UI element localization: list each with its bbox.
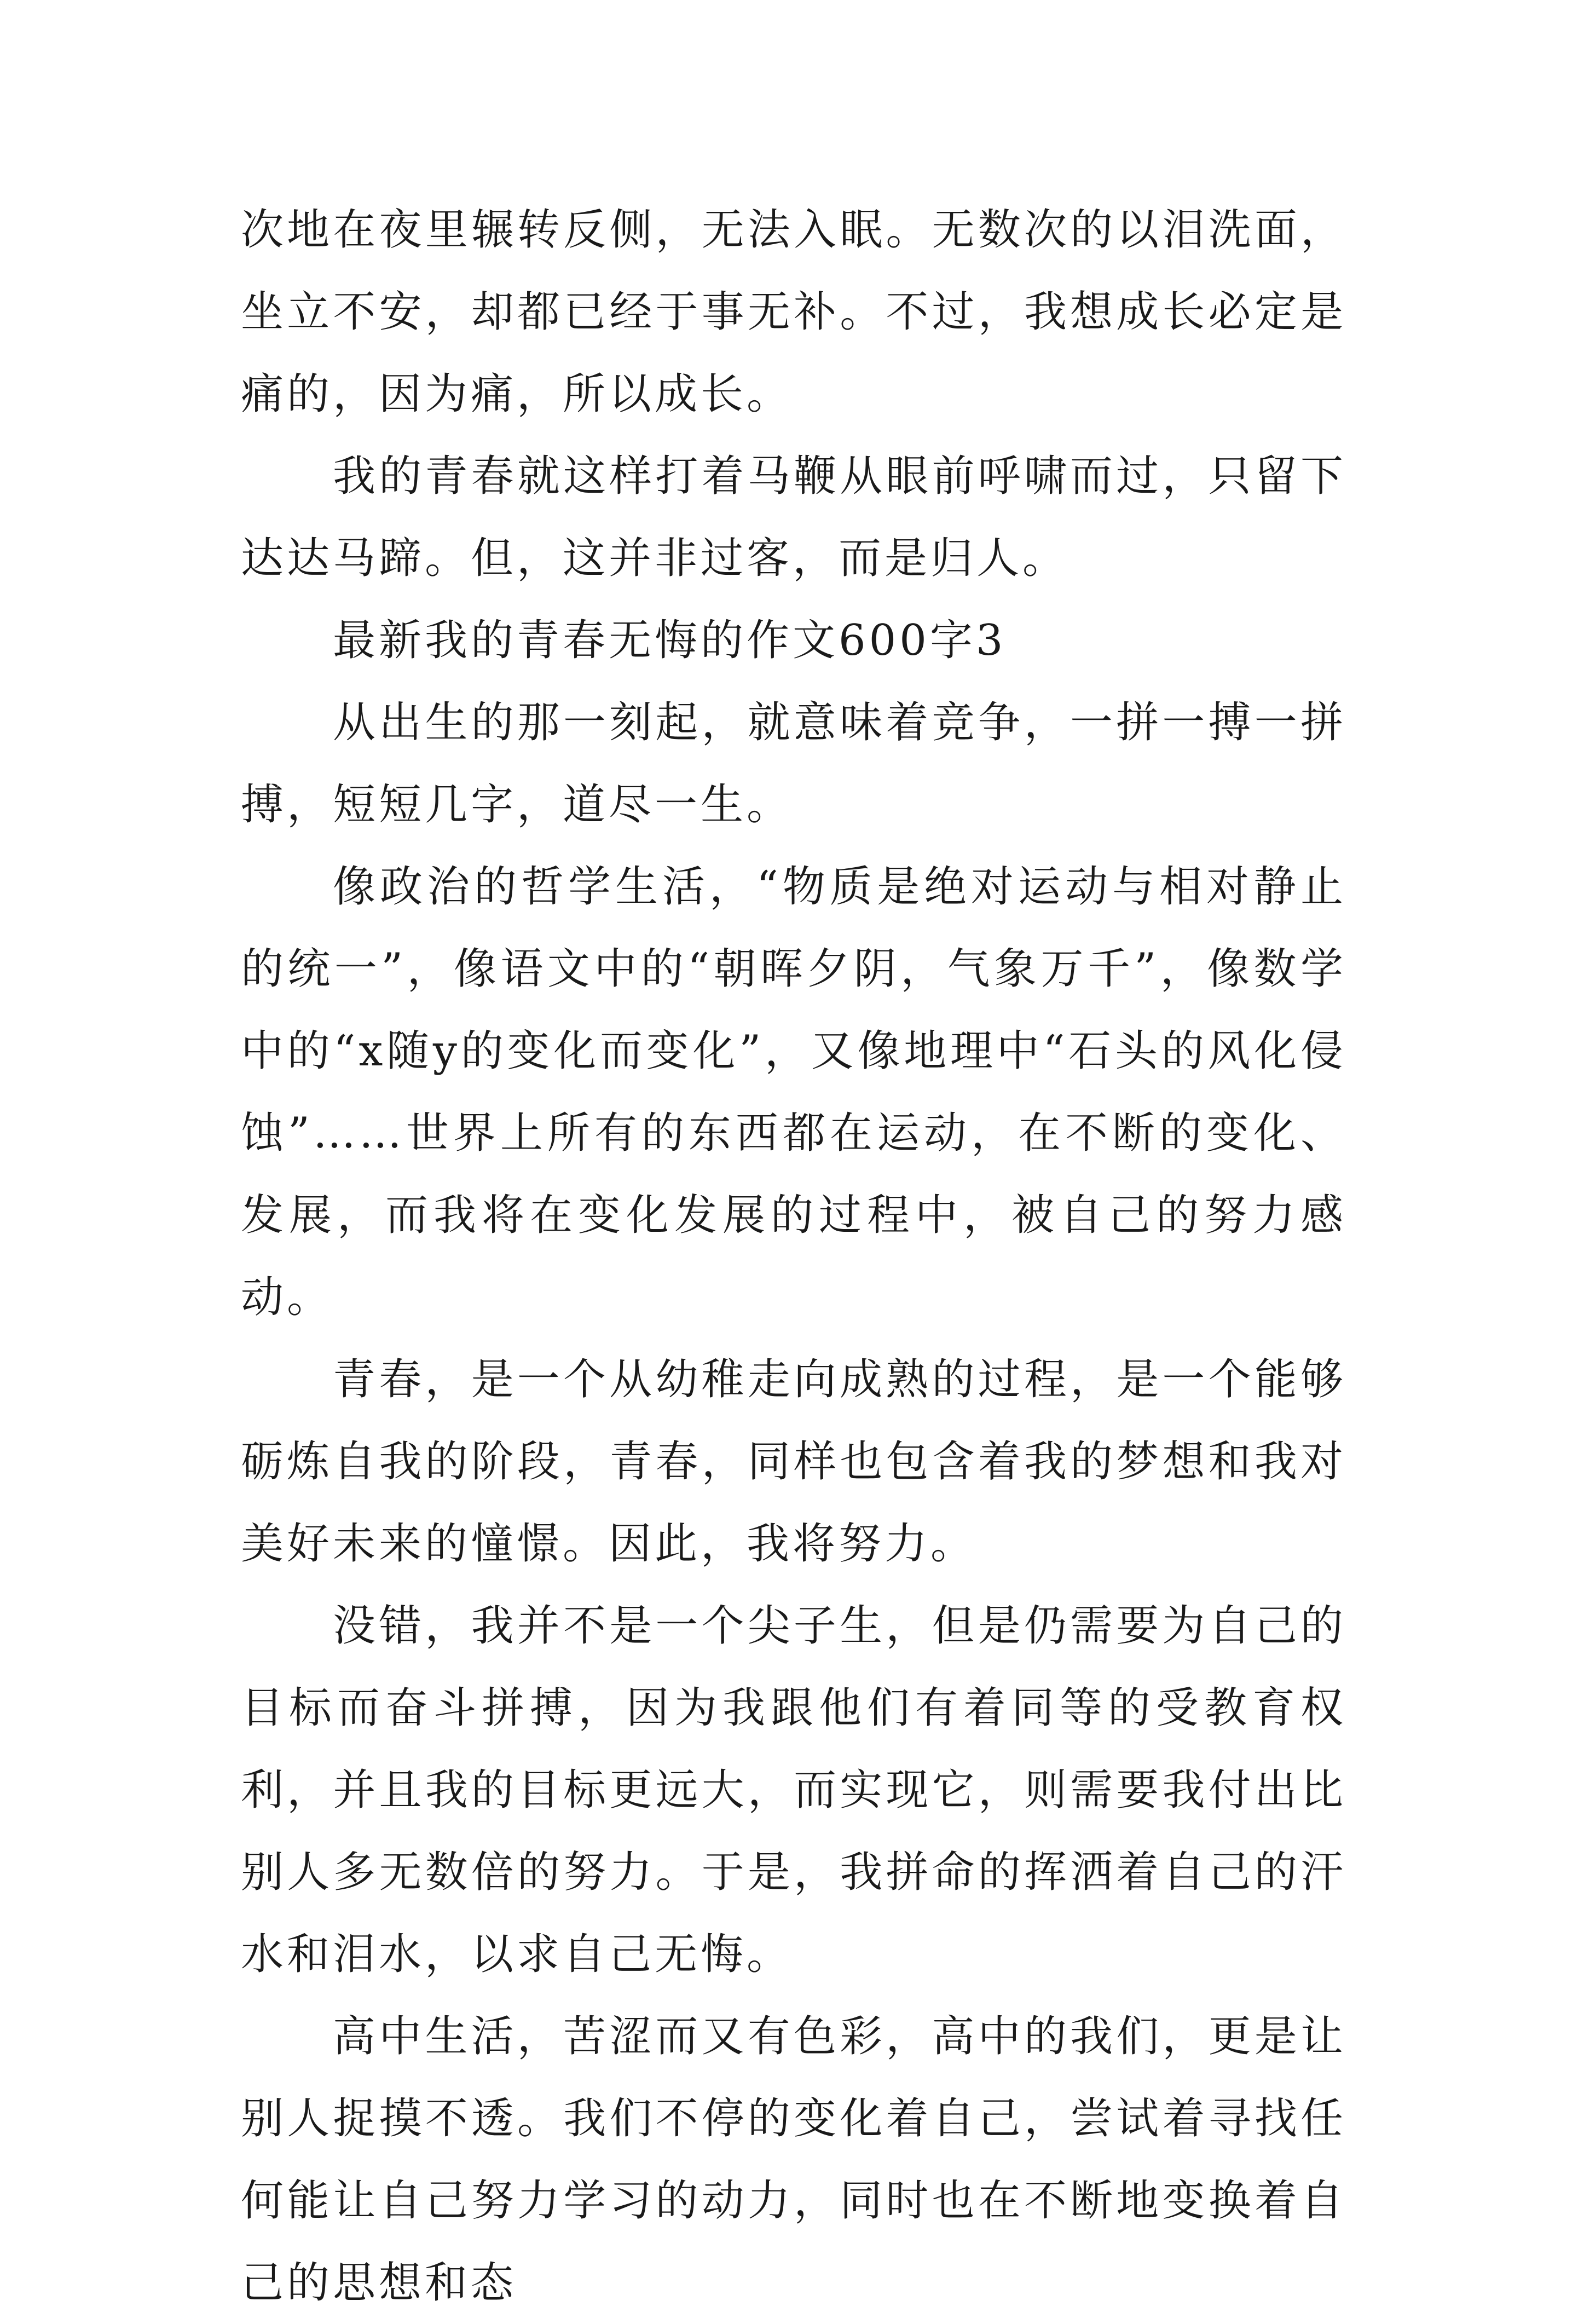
paragraph: 青春，是一个从幼稚走向成熟的过程，是一个能够砺炼自我的阶段，青春，同样也包含着我的梦想和我对美好未来的憧憬。因此，我将努力。 [241, 1355, 1346, 1568]
paragraph: 像政治的哲学生活，“物质是绝对运动与相对静止的统一”，像语文中的“朝晖夕阴，气象万千”，像数学中的“x随y的变化而变化”，又像地理中“石头的风化侵蚀”……世界上所有的东西都在运动，在不断的变化、发展，而我将在变化发展的过程中，被自己的努力感动。 [241, 862, 1346, 1322]
paragraph: 没错，我并不是一个尖子生，但是仍需要为自己的目标而奋斗拼搏，因为我跟他们有着同等的受教育权利，并且我的目标更远大，而实现它，则需要我付出比别人多无数倍的努力。于是，我拼命的挥洒着自己的汗水和泪水，以求自己无悔。 [241, 1601, 1346, 1979]
paragraph: 从出生的那一刻起，就意味着竞争，一拼一搏一拼搏，短短几字，道尽一生。 [241, 698, 1346, 829]
paragraph-continued: 次地在夜里辗转反侧，无法入眠。无数次的以泪洗面，坐立不安，却都已经于事无补。不过，我想成长必定是痛的，因为痛，所以成长。 [241, 205, 1346, 419]
document-body [241, 189, 1346, 2324]
section-heading: 最新我的青春无悔的作文600字3 [333, 616, 1007, 665]
paragraph: 高中生活，苦涩而又有色彩，高中的我们，更是让别人捉摸不透。我们不停的变化着自己，尝试着寻找任何能让自己努力学习的动力，同时也在不断地变换着自己的思想和态 [241, 2012, 1346, 2308]
paragraph: 我的青春就这样打着马鞭从眼前呼啸而过，只留下达达马蹄。但，这并非过客，而是归人。 [241, 452, 1346, 583]
